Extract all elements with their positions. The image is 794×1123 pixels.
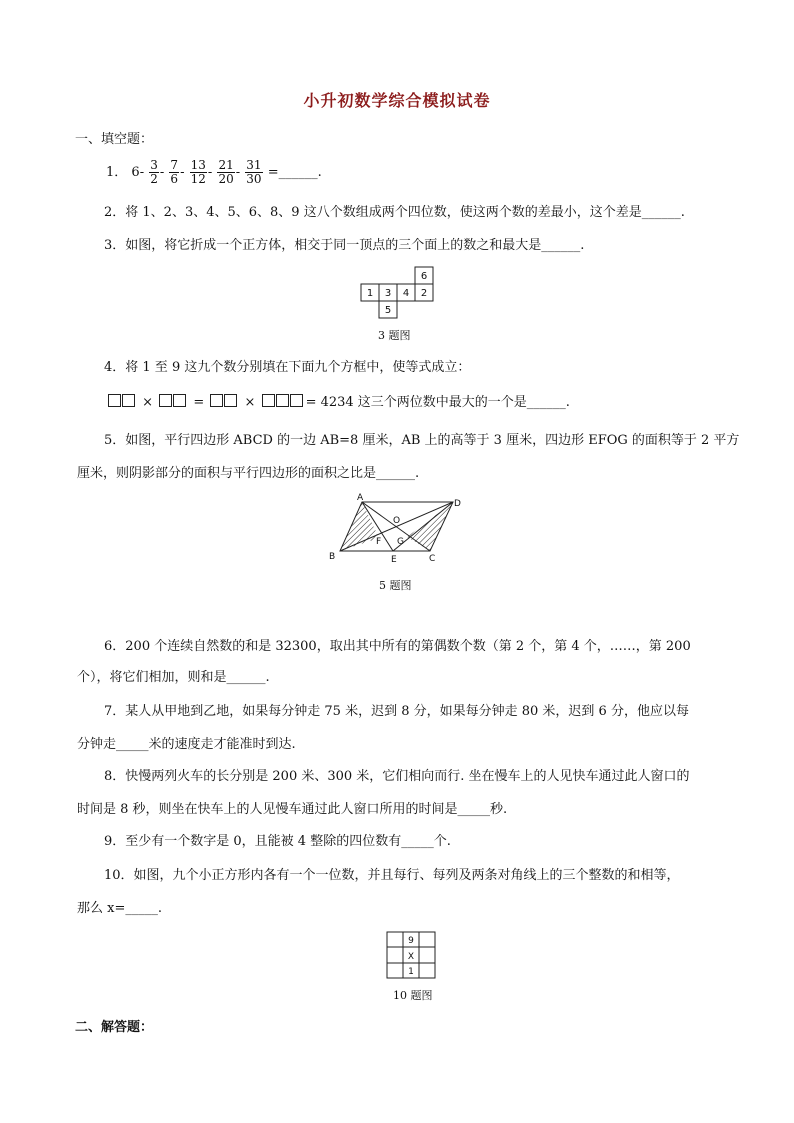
fraction-3: $\frac{13}{12}$ [190, 158, 206, 186]
question-4-equation [106, 393, 570, 413]
question-10-line-1: 10．如图，九个小正方形内各有一个一位数，并且每行、每列及两条对角线上的三个整数的和相等， [104, 868, 680, 883]
label-d: D [454, 499, 461, 509]
grid-cell-center-x: X [407, 952, 415, 962]
equals-sign: = [193, 395, 205, 410]
two-digit-box-3 [210, 393, 238, 413]
three-digit-box [262, 393, 304, 413]
label-g: G [397, 537, 404, 547]
fraction-5: $\frac{31}{30}$ [246, 158, 262, 186]
figure-5-caption: 5 题图 [379, 579, 412, 592]
two-digit-box-1 [108, 393, 136, 413]
label-b: B [329, 552, 336, 562]
question-1-lead: 6- [131, 165, 145, 180]
times-sign-2: × [244, 395, 256, 410]
question-5-line-2: 厘米，则阴影部分的面积与平行四边形的面积之比是______. [77, 466, 420, 481]
grid-cell-top-center: 9 [408, 936, 414, 946]
question-2: 2．将 1、2、3、4、5、6、8、9 这八个数组成两个四位数，使这两个数的差最小，这个差是______. [104, 205, 685, 220]
figure-3-caption: 3 题图 [378, 329, 411, 342]
label-c: C [429, 554, 436, 564]
cube-net-figure [360, 266, 434, 320]
question-4-rest: = 4234 这三个两位数中最大的一个是______. [305, 395, 570, 410]
question-4: 4．将 1 至 9 这九个数分别填在下面九个方框中，使等式成立： [104, 360, 471, 375]
magic-square-figure [386, 931, 436, 979]
fraction-4: $\frac{21}{20}$ [218, 158, 234, 186]
question-6-line-2: 个），将它们相加，则和是______. [77, 670, 270, 685]
net-cell-1: 1 [366, 288, 374, 299]
net-cell-5: 5 [384, 305, 392, 316]
shaded-region-right [407, 502, 453, 551]
section-1-heading: 一、填空题： [75, 132, 154, 147]
shaded-region-left [340, 502, 382, 551]
question-5-line-1: 5．如图，平行四边形 ABCD 的一边 AB=8 厘米，AB 上的高等于 3 厘米，四边形 EFOG 的面积等于 2 平方 [104, 433, 740, 448]
figure-10-caption: 10 题图 [393, 989, 433, 1002]
fraction-2: $\frac{7}{6}$ [170, 158, 179, 186]
question-1-answer-blank: =______. [267, 165, 322, 180]
grid-cell-bottom-center: 1 [408, 967, 414, 977]
net-cell-4: 4 [402, 288, 410, 299]
question-9: 9．至少有一个数字是 0，且能被 4 整除的四位数有_____个. [104, 834, 451, 849]
two-digit-box-2 [159, 393, 187, 413]
question-8-line-1: 8．快慢两列火车的长分别是 200 米、300 米，它们相向而行. 坐在慢车上的人见快车通过此人窗口的 [104, 769, 690, 784]
net-cell-6: 6 [420, 271, 428, 282]
net-cell-2: 2 [420, 288, 428, 299]
label-e: E [391, 555, 397, 565]
label-a: A [357, 493, 364, 503]
section-2-heading: 二、解答题： [75, 1020, 154, 1035]
question-8-line-2: 时间是 8 秒，则坐在快车上的人见慢车通过此人窗口所用的时间是_____秒. [77, 802, 508, 817]
question-6-line-1: 6．200 个连续自然数的和是 32300，取出其中所有的第偶数个数（第 2 个，第 4 个，……，第 200 [104, 639, 691, 654]
question-1-number: 1． [106, 165, 128, 180]
page-title: 小升初数学综合模拟试卷 [303, 91, 491, 110]
net-cell-3: 3 [384, 288, 392, 299]
question-7-line-2: 分钟走_____米的速度走才能准时到达. [77, 737, 296, 752]
question-1: 1． 6- $\frac{3}{2}$ - $\frac{7}{6}$ - $\frac{13}{12}$ - $\frac{21}{20}$ - $\frac{31}{30}$ =______. [106, 158, 322, 186]
label-f: F [376, 537, 382, 547]
question-7-line-1: 7．某人从甲地到乙地，如果每分钟走 75 米，迟到 8 分，如果每分钟走 80 米，迟到 6 分，他应以每 [104, 704, 689, 719]
label-o: O [393, 516, 401, 526]
parallelogram-figure [325, 490, 465, 568]
question-3: 3．如图，将它折成一个正方体，相交于同一顶点的三个面上的数之和最大是______. [104, 238, 585, 253]
fraction-1: $\frac{3}{2}$ [150, 158, 158, 186]
question-10-line-2: 那么 x=_____. [77, 901, 162, 916]
times-sign-1: × [142, 395, 154, 410]
